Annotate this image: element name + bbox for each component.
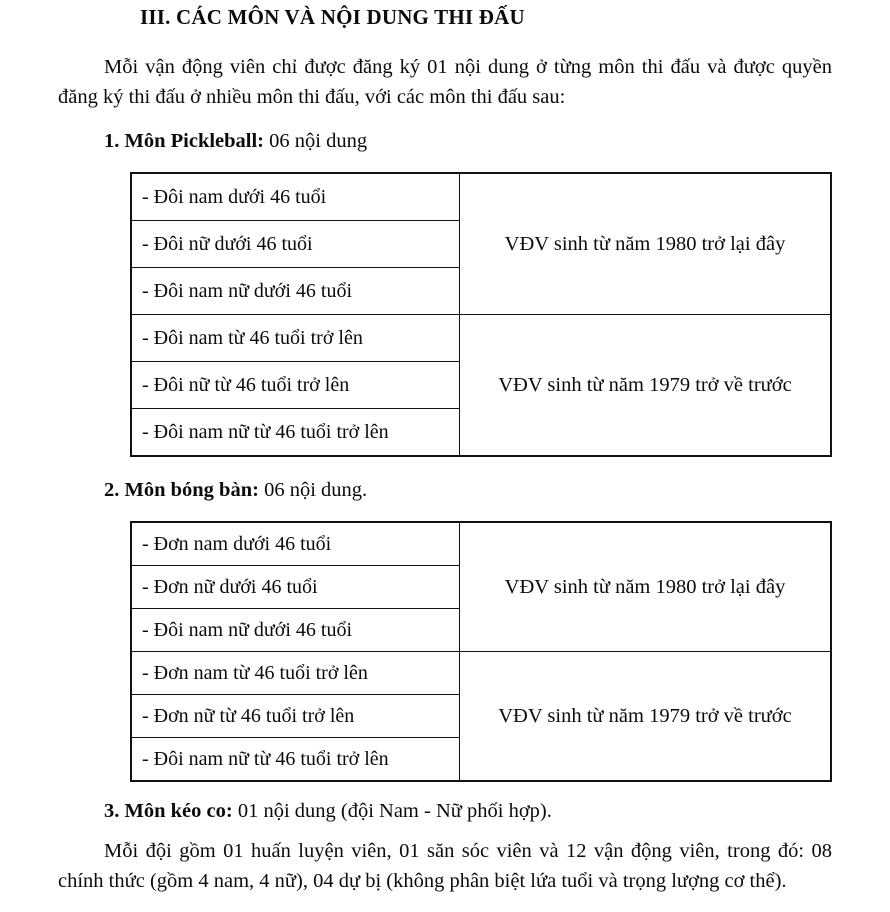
table-row [131, 173, 831, 221]
section-heading-1 [0, 126, 890, 156]
spacer [0, 782, 890, 796]
pickleball-events-table [130, 172, 832, 457]
age-group-cell: VĐV sinh từ năm 1980 trở lại đây [460, 173, 832, 315]
table-row [131, 652, 831, 695]
table-row [131, 522, 831, 566]
age-group-cell: VĐV sinh từ năm 1980 trở lại đây [460, 522, 832, 652]
section-1-detail: 06 nội dung [264, 130, 368, 152]
event-cell: - Đơn nam từ 46 tuổi trở lên [131, 652, 460, 695]
section-heading-3 [0, 796, 890, 826]
intro-paragraph: Mỗi vận động viên chỉ được đăng ký 01 nội dung ở từng môn thi đấu và được quyền đăng ký thi đấu ở nhiều môn thi đấu, với các môn thi đấu sau: [58, 56, 832, 108]
table-row [131, 315, 831, 362]
spacer [0, 112, 890, 126]
section-3-lead: 3. Môn kéo co: [104, 800, 233, 822]
spacer [0, 30, 890, 40]
table-tennis-events-table [130, 521, 832, 782]
event-cell: - Đôi nữ dưới 46 tuổi [131, 221, 460, 268]
page-title: III. CÁC MÔN VÀ NỘI DUNG THI ĐẤU [140, 5, 525, 29]
event-cell: - Đôi nam nữ dưới 46 tuổi [131, 268, 460, 315]
section-1-lead: 1. Môn Pickleball: [104, 130, 265, 152]
section-heading-2 [0, 475, 890, 505]
section-3-detail: 01 nội dung (đội Nam - Nữ phối hợp). [232, 800, 552, 822]
event-cell: - Đôi nam dưới 46 tuổi [131, 173, 460, 221]
event-cell: - Đôi nam nữ dưới 46 tuổi [131, 609, 460, 652]
age-group-cell: VĐV sinh từ năm 1979 trở về trước [460, 652, 832, 782]
event-cell: - Đơn nam dưới 46 tuổi [131, 522, 460, 566]
spacer [0, 826, 890, 836]
event-cell: - Đôi nữ từ 46 tuổi trở lên [131, 362, 460, 409]
event-cell: - Đơn nữ dưới 46 tuổi [131, 566, 460, 609]
table-tennis-table-wrapper [0, 521, 890, 782]
spacer [0, 156, 890, 172]
event-cell: - Đơn nữ từ 46 tuổi trở lên [131, 695, 460, 738]
section-2-detail: 06 nội dung. [258, 479, 368, 501]
age-group-cell: VĐV sinh từ năm 1979 trở về trước [460, 315, 832, 457]
closing-paragraph: Mỗi đội gồm 01 huấn luyện viên, 01 săn sóc viên và 12 vận động viên, trong đó: 08 chính thức (gồm 4 nam, 4 nữ), 04 dự bị (không phân biệt lứa tuổi và trọng lượng cơ thể). [58, 840, 832, 892]
spacer [0, 457, 890, 475]
pickleball-table-wrapper [0, 172, 890, 457]
section-2-lead: 2. Môn bóng bàn: [104, 479, 259, 501]
event-cell: - Đôi nam từ 46 tuổi trở lên [131, 315, 460, 362]
event-cell: - Đôi nam nữ từ 46 tuổi trở lên [131, 409, 460, 457]
event-cell: - Đôi nam nữ từ 46 tuổi trở lên [131, 738, 460, 782]
spacer [0, 505, 890, 521]
